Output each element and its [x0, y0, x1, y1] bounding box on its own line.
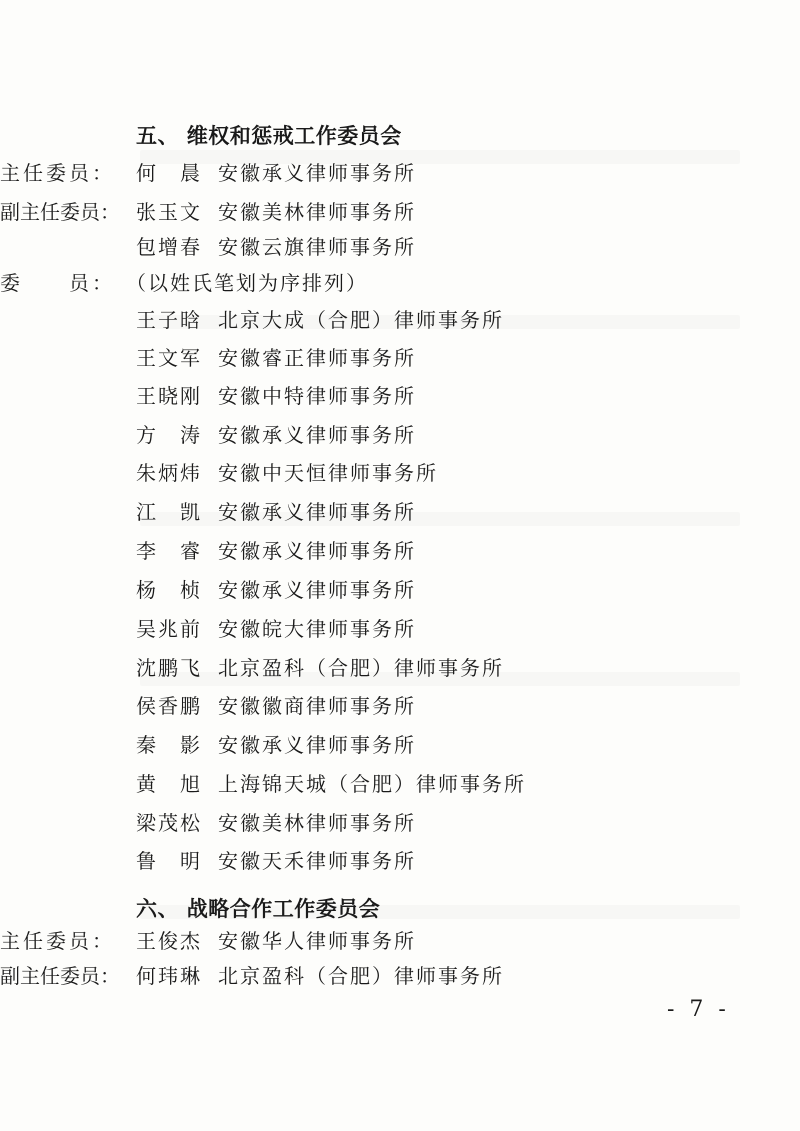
role-label: 副主任委员：: [0, 200, 120, 224]
member-name: 王子晗: [136, 308, 202, 332]
member-name: 杨 桢: [136, 578, 202, 602]
member-name: 侯香鹏: [136, 694, 202, 718]
member-name: 何玮琳: [136, 964, 202, 988]
firm-name: 安徽中特律师事务所: [218, 384, 416, 408]
page-number: - 7 -: [667, 997, 730, 1022]
firm-name: 北京盈科（合肥）律师事务所: [218, 656, 504, 680]
firm-name: 安徽承义律师事务所: [218, 539, 416, 563]
member-name: 吴兆前: [136, 617, 202, 641]
firm-name: 安徽中天恒律师事务所: [218, 461, 438, 485]
firm-name: 安徽皖大律师事务所: [218, 617, 416, 641]
member-name: 朱炳炜: [136, 461, 202, 485]
member-name: 王晓刚: [136, 384, 202, 408]
member-name: 张玉文: [136, 200, 202, 224]
firm-name: 安徽承义律师事务所: [218, 423, 416, 447]
firm-name: 北京大成（合肥）律师事务所: [218, 308, 504, 332]
member-name: 沈鹏飞: [136, 656, 202, 680]
member-name: 王文军: [136, 346, 202, 370]
firm-name: 安徽云旗律师事务所: [218, 235, 416, 259]
role-label: 委 员：: [0, 271, 115, 295]
firm-name: 安徽承义律师事务所: [218, 161, 416, 185]
section-heading: 六、 战略合作工作委员会: [136, 897, 381, 921]
role-label: 副主任委员：: [0, 964, 120, 988]
firm-name: 安徽美林律师事务所: [218, 811, 416, 835]
member-name: 秦 影: [136, 733, 202, 757]
firm-name: 安徽美林律师事务所: [218, 200, 416, 224]
member-name: 王俊杰: [136, 929, 202, 953]
firm-name: 北京盈科（合肥）律师事务所: [218, 964, 504, 988]
member-name: 鲁 明: [136, 849, 202, 873]
member-name: 梁茂松: [136, 811, 202, 835]
member-name: 黄 旭: [136, 772, 202, 796]
section-heading: 五、 维权和惩戒工作委员会: [136, 124, 402, 148]
role-label: 主任委员：: [0, 929, 115, 953]
member-name: 包增春: [136, 235, 202, 259]
firm-name: 安徽天禾律师事务所: [218, 849, 416, 873]
role-label: 主任委员：: [0, 161, 115, 185]
ordering-note: （以姓氏笔划为序排列）: [126, 271, 368, 295]
firm-name: 安徽睿正律师事务所: [218, 346, 416, 370]
member-name: 李 睿: [136, 539, 202, 563]
firm-name: 安徽承义律师事务所: [218, 578, 416, 602]
member-name: 江 凯: [136, 500, 202, 524]
firm-name: 安徽承义律师事务所: [218, 733, 416, 757]
member-name: 何 晨: [136, 161, 202, 185]
firm-name: 安徽承义律师事务所: [218, 500, 416, 524]
firm-name: 安徽徽商律师事务所: [218, 694, 416, 718]
firm-name: 上海锦天城（合肥）律师事务所: [218, 772, 526, 796]
member-name: 方 涛: [136, 423, 202, 447]
firm-name: 安徽华人律师事务所: [218, 929, 416, 953]
